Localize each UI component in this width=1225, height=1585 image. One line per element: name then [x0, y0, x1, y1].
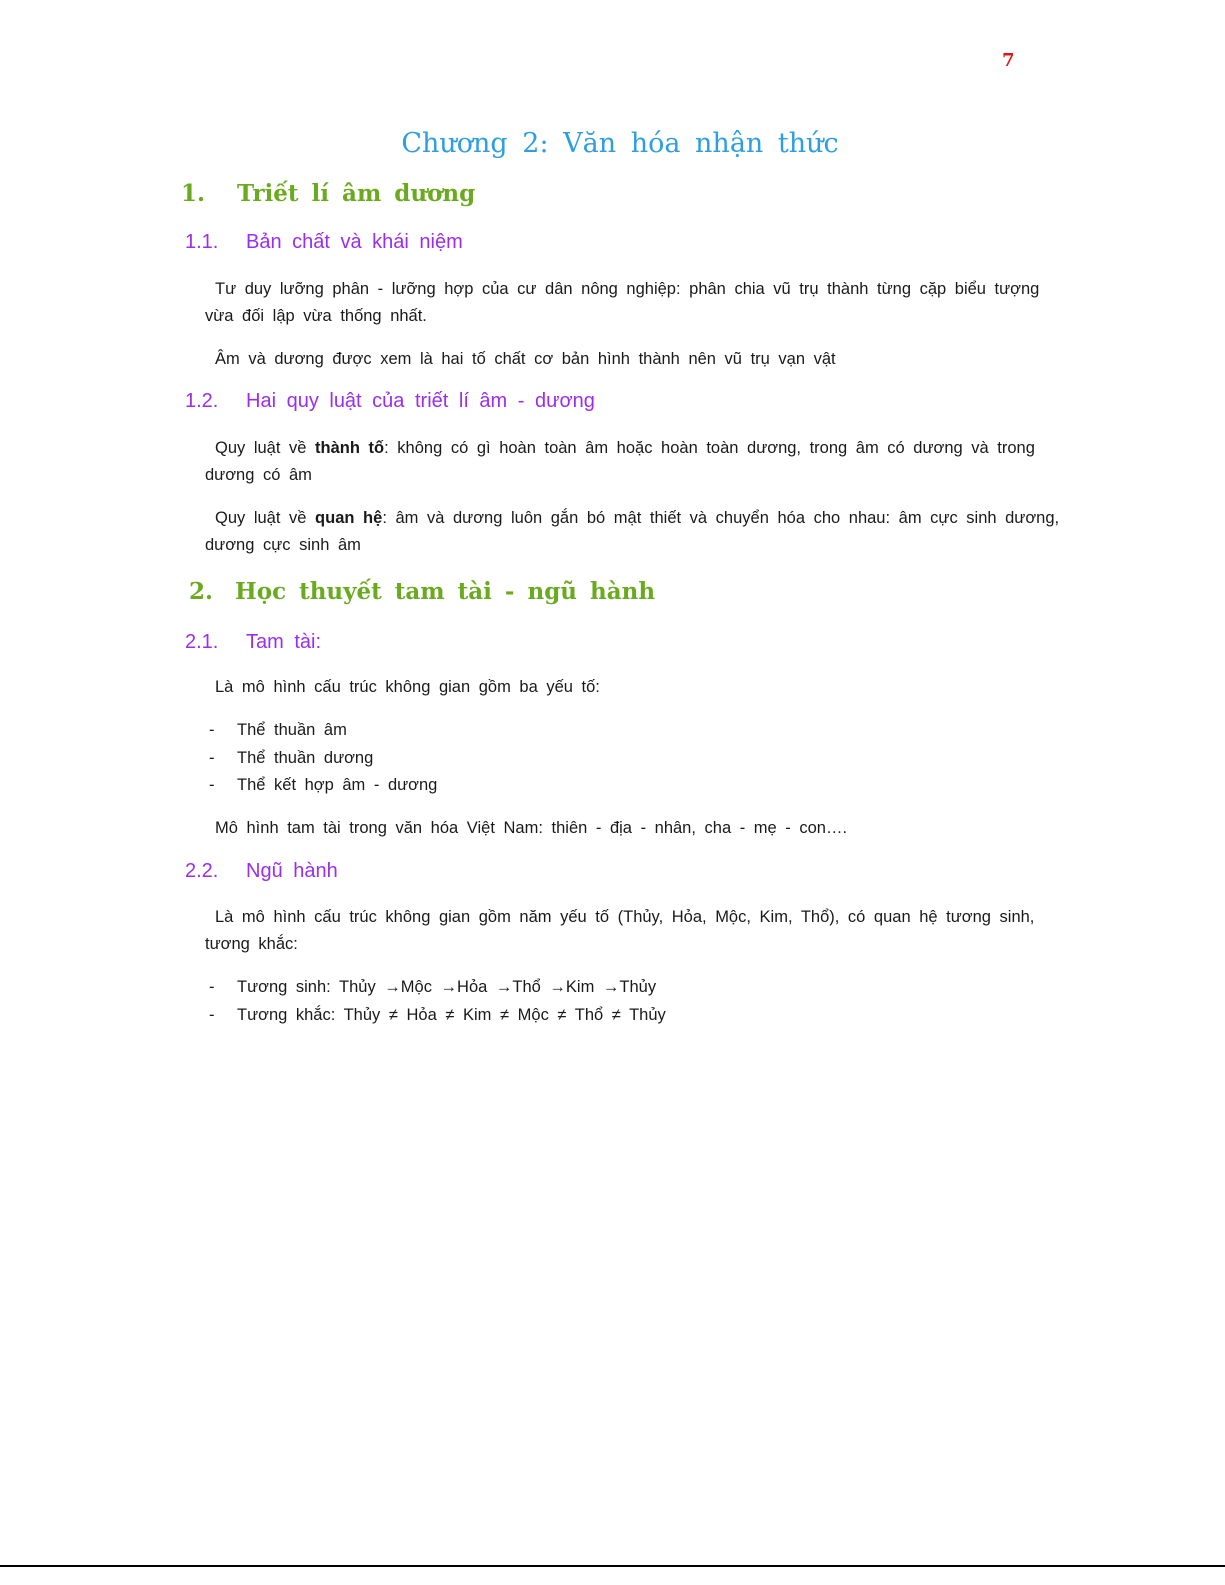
- text-span: Quy luật về: [215, 439, 316, 457]
- section-1-title: Triết lí âm dương: [237, 180, 476, 207]
- paragraph-2-1-outro: [205, 815, 1062, 842]
- paragraph-line: Là mô hình cấu trúc không gian gồm năm yếu tố (Thủy, Hỏa, Mộc, Kim, Thổ), có quan hệ tương sinh,: [215, 908, 1035, 926]
- paragraph-line: dương có âm: [205, 466, 312, 484]
- subsection-1-2-number: 1.2.: [185, 390, 219, 412]
- list-item-text: Thể thuần âm: [237, 721, 347, 739]
- subsection-1-2-title: Hai quy luật của triết lí âm - dương: [246, 390, 595, 412]
- paragraph-line: dương cực sinh âm: [205, 536, 361, 554]
- text-span: : không có gì hoàn toàn âm hoặc hoàn toàn dương, trong âm có dương và trong: [384, 439, 1035, 457]
- paragraph-1-2-b: [205, 505, 1062, 559]
- list-item-text: Thể thuần dương: [237, 748, 374, 767]
- list-item-text: Thể kết hợp âm - dương: [237, 776, 438, 794]
- subsection-2-1-title: Tam tài:: [246, 631, 322, 653]
- list-marker: -: [209, 721, 215, 739]
- paragraph-line: vừa đối lập vừa thống nhất.: [205, 307, 427, 325]
- subsection-2-1-heading: [185, 631, 321, 654]
- list-marker: -: [209, 748, 215, 767]
- list-item: [209, 772, 437, 800]
- subsection-2-1-number: 2.1.: [185, 631, 219, 653]
- paragraph-line: Mô hình tam tài trong văn hóa Việt Nam: thiên - địa - nhân, cha - mẹ - con….: [215, 819, 848, 837]
- list-item: [209, 745, 437, 773]
- paragraph-line: [205, 505, 1062, 532]
- subsection-2-2-number: 2.2.: [185, 860, 219, 882]
- paragraph-1-1-b: [205, 346, 1062, 373]
- section-2-title: Học thuyết tam tài - ngũ hành: [235, 578, 656, 605]
- list-item: [209, 717, 437, 745]
- page-bottom-border: [0, 1565, 1225, 1567]
- section-1-heading: [181, 180, 475, 207]
- bold-term: thành tố: [315, 439, 385, 457]
- text-span: : âm và dương luôn gắn bó mật thiết và chuyển hóa cho nhau: âm cực sinh dương,: [382, 509, 1060, 527]
- tam-tai-list: [209, 717, 437, 800]
- chapter-title: Chương 2: Văn hóa nhận thức: [401, 128, 839, 159]
- list-marker: -: [209, 776, 215, 794]
- list-item: [209, 974, 666, 1002]
- paragraph-2-2: [205, 904, 1062, 958]
- list-item-text: Tương sinh: Thủy →Mộc →Hỏa →Thổ →Kim →Thủy: [237, 978, 657, 996]
- section-1-number: 1.: [181, 180, 206, 207]
- subsection-1-1-number: 1.1.: [185, 231, 219, 253]
- paragraph-line: Là mô hình cấu trúc không gian gồm ba yếu tố:: [215, 678, 600, 696]
- list-marker: -: [209, 1005, 215, 1024]
- ngu-hanh-list: [209, 974, 666, 1029]
- section-2-heading: [189, 578, 655, 605]
- subsection-1-1-title: Bản chất và khái niệm: [246, 231, 463, 253]
- list-item: [209, 1002, 666, 1030]
- section-2-number: 2.: [189, 578, 214, 605]
- paragraph-line: Tư duy lưỡng phân - lưỡng hợp của cư dân nông nghiệp: phân chia vũ trụ thành từng cặp biểu tượng: [215, 280, 1040, 298]
- paragraph-line: [205, 435, 1062, 462]
- subsection-2-2-title: Ngũ hành: [246, 860, 338, 882]
- paragraph-line: Âm và dương được xem là hai tố chất cơ bản hình thành nên vũ trụ vạn vật: [215, 350, 836, 368]
- page-number: 7: [1002, 50, 1015, 71]
- paragraph-2-1-intro: [205, 674, 1062, 701]
- subsection-1-1-heading: [185, 231, 463, 254]
- paragraph-line: tương khắc:: [205, 935, 298, 953]
- subsection-2-2-heading: [185, 860, 338, 883]
- paragraph-1-2-a: [205, 435, 1062, 489]
- subsection-1-2-heading: [185, 390, 595, 413]
- text-span: Quy luật về: [215, 509, 316, 527]
- list-item-text: Tương khắc: Thủy ≠ Hỏa ≠ Kim ≠ Mộc ≠ Thổ ≠ Thủy: [237, 1005, 666, 1024]
- list-marker: -: [209, 978, 215, 996]
- bold-term: quan hệ: [315, 509, 383, 527]
- paragraph-1-1-a: [205, 276, 1062, 330]
